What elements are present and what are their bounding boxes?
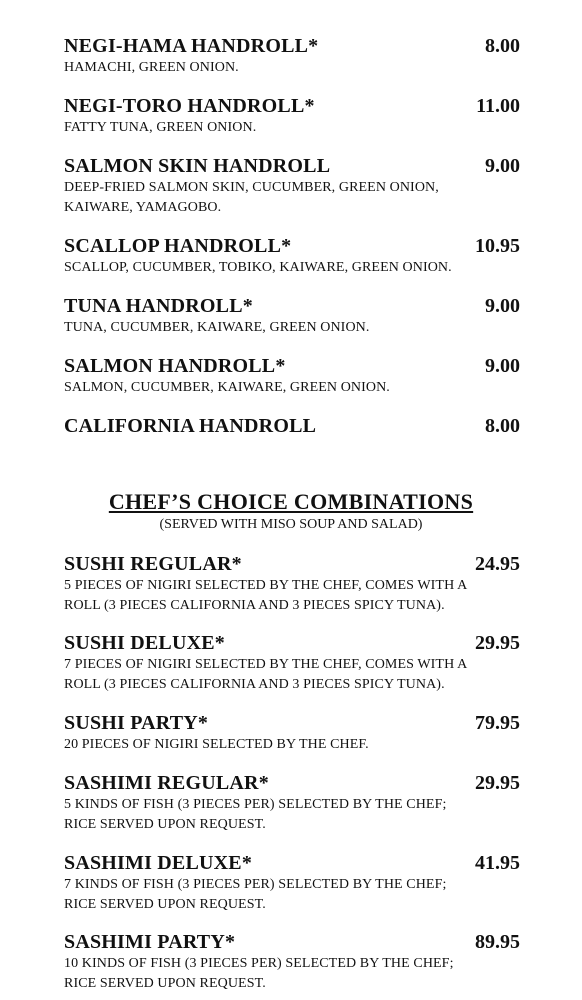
menu-item-salmon-handroll bbox=[64, 354, 520, 398]
menu-item-negi-toro-handroll bbox=[64, 94, 520, 138]
item-price: 11.00 bbox=[476, 95, 520, 117]
item-description-line-2: ROLL (3 PIECES CALIFORNIA AND 3 PIECES SPICY TUNA). bbox=[64, 677, 445, 692]
item-description-line-2: RICE SERVED UPON REQUEST. bbox=[64, 817, 266, 832]
menu-item-sashimi-deluxe bbox=[64, 851, 520, 915]
item-price: 79.95 bbox=[475, 712, 520, 734]
item-name: SCALLOP HANDROLL* bbox=[64, 235, 292, 257]
item-name: SUSHI PARTY* bbox=[64, 712, 209, 734]
item-price: 89.95 bbox=[475, 931, 520, 953]
menu-item-negi-hama-handroll bbox=[64, 34, 520, 78]
item-price: 8.00 bbox=[485, 415, 520, 437]
item-description: 5 KINDS OF FISH (3 PIECES PER) SELECTED BY THE CHEF; bbox=[64, 797, 447, 812]
item-description: FATTY TUNA, GREEN ONION. bbox=[64, 120, 257, 135]
item-price: 24.95 bbox=[475, 553, 520, 575]
item-description: 10 KINDS OF FISH (3 PIECES PER) SELECTED BY THE CHEF; bbox=[64, 956, 454, 971]
item-description: 7 KINDS OF FISH (3 PIECES PER) SELECTED BY THE CHEF; bbox=[64, 877, 447, 892]
item-name: TUNA HANDROLL* bbox=[64, 295, 253, 317]
item-name: SASHIMI PARTY* bbox=[64, 931, 236, 953]
item-description-line-2: KAIWARE, YAMAGOBO. bbox=[64, 200, 222, 215]
item-price: 29.95 bbox=[475, 772, 520, 794]
item-description: 7 PIECES OF NIGIRI SELECTED BY THE CHEF, COMES WITH A bbox=[64, 657, 468, 672]
item-description: TUNA, CUCUMBER, KAIWARE, GREEN ONION. bbox=[64, 320, 370, 335]
item-price: 9.00 bbox=[485, 295, 520, 317]
menu-item-california-handroll bbox=[64, 414, 520, 438]
item-description: 20 PIECES OF NIGIRI SELECTED BY THE CHEF. bbox=[64, 737, 369, 752]
chefs-choice-subtitle: (SERVED WITH MISO SOUP AND SALAD) bbox=[159, 517, 423, 532]
item-name: NEGI-HAMA HANDROLL* bbox=[64, 35, 319, 57]
item-description: 5 PIECES OF NIGIRI SELECTED BY THE CHEF, COMES WITH A bbox=[64, 578, 468, 593]
item-description: SCALLOP, CUCUMBER, TOBIKO, KAIWARE, GREEN ONION. bbox=[64, 260, 452, 275]
menu-item-tuna-handroll bbox=[64, 294, 520, 338]
item-name: SALMON SKIN HANDROLL bbox=[64, 155, 331, 177]
item-description-line-2: ROLL (3 PIECES CALIFORNIA AND 3 PIECES SPICY TUNA). bbox=[64, 598, 445, 613]
item-name: SASHIMI DELUXE* bbox=[64, 852, 253, 874]
menu-item-sushi-deluxe bbox=[64, 631, 520, 695]
item-description: DEEP-FRIED SALMON SKIN, CUCUMBER, GREEN ONION, bbox=[64, 180, 439, 195]
menu-item-sushi-party bbox=[64, 711, 520, 755]
item-price: 8.00 bbox=[485, 35, 520, 57]
item-price: 9.00 bbox=[485, 155, 520, 177]
item-name: SALMON HANDROLL* bbox=[64, 355, 286, 377]
menu-item-sashimi-regular bbox=[64, 771, 520, 835]
item-name: CALIFORNIA HANDROLL bbox=[64, 415, 317, 437]
item-price: 9.00 bbox=[485, 355, 520, 377]
item-description: SALMON, CUCUMBER, KAIWARE, GREEN ONION. bbox=[64, 380, 390, 395]
item-description: HAMACHI, GREEN ONION. bbox=[64, 60, 239, 75]
menu-item-sushi-regular bbox=[64, 552, 520, 616]
chefs-choice-heading: CHEF’S CHOICE COMBINATIONS bbox=[108, 489, 474, 514]
item-name: NEGI-TORO HANDROLL* bbox=[64, 95, 315, 117]
item-price: 29.95 bbox=[475, 632, 520, 654]
item-price: 10.95 bbox=[475, 235, 520, 257]
menu-item-salmon-skin-handroll bbox=[64, 154, 520, 218]
item-price: 41.95 bbox=[475, 852, 520, 874]
item-description-line-2: RICE SERVED UPON REQUEST. bbox=[64, 976, 266, 991]
item-name: SUSHI DELUXE* bbox=[64, 632, 225, 654]
item-name: SUSHI REGULAR* bbox=[64, 553, 242, 575]
item-name: SASHIMI REGULAR* bbox=[64, 772, 269, 794]
menu-item-sashimi-party bbox=[64, 930, 520, 994]
item-description-line-2: RICE SERVED UPON REQUEST. bbox=[64, 897, 266, 912]
menu-item-scallop-handroll bbox=[64, 234, 520, 278]
